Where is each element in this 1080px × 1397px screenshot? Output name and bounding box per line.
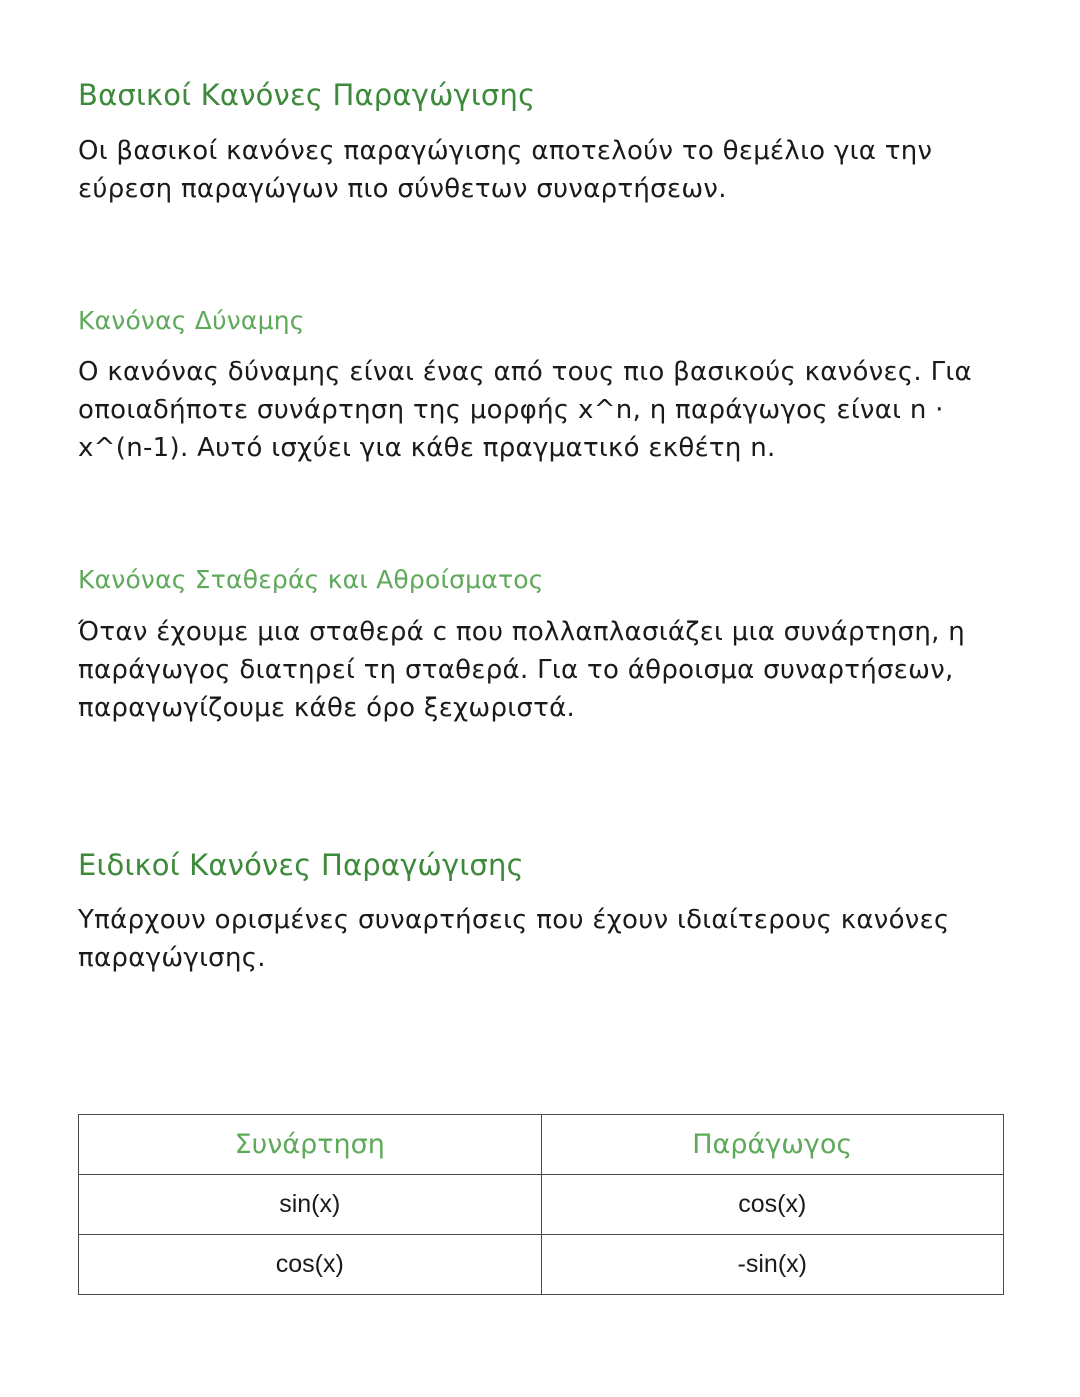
- section-title-power-rule: Κανόνας Δύναμης: [78, 306, 305, 335]
- table-row: [79, 1235, 1004, 1295]
- table-row: [79, 1175, 1004, 1235]
- section-text-constant-sum-rule: Όταν έχουμε μια σταθερά c που πολλαπλασιάζει μια συνάρτηση, η παράγωγος διατηρεί τη σταθερά. Για το άθροισμα συναρτήσεων, παραγωγίζουμε κάθε όρο ξεχωριστά.: [78, 617, 966, 723]
- table-cell-derivative: cos(x): [541, 1175, 1004, 1235]
- table-header-function: Συνάρτηση: [79, 1115, 542, 1175]
- derivatives-table: [78, 1114, 1004, 1295]
- table-header-derivative: Παράγωγος: [541, 1115, 1004, 1175]
- section-title-constant-sum-rule: Κανόνας Σταθεράς και Αθροίσματος: [78, 565, 544, 594]
- table-header-row: [79, 1115, 1004, 1175]
- section-title-special-rules: Ειδικοί Κανόνες Παραγώγισης: [78, 848, 524, 882]
- table-cell-function: sin(x): [79, 1175, 542, 1235]
- section-text-basic-rules: Οι βασικοί κανόνες παραγώγισης αποτελούν το θεμέλιο για την εύρεση παραγώγων πιο σύνθετων συναρτήσεων.: [78, 136, 933, 204]
- section-title-basic-rules: Βασικοί Κανόνες Παραγώγισης: [78, 78, 536, 112]
- section-text-power-rule: Ο κανόνας δύναμης είναι ένας από τους πιο βασικούς κανόνες. Για οποιαδήποτε συνάρτηση της μορφής x^n, η παράγωγος είναι n · x^(n-1). Αυτό ισχύει για κάθε πραγματικό εκθέτη n.: [78, 357, 972, 463]
- table-cell-function: cos(x): [79, 1235, 542, 1295]
- section-text-special-rules: Υπάρχουν ορισμένες συναρτήσεις που έχουν ιδιαίτερους κανόνες παραγώγισης.: [78, 905, 950, 973]
- table-cell-derivative: -sin(x): [541, 1235, 1004, 1295]
